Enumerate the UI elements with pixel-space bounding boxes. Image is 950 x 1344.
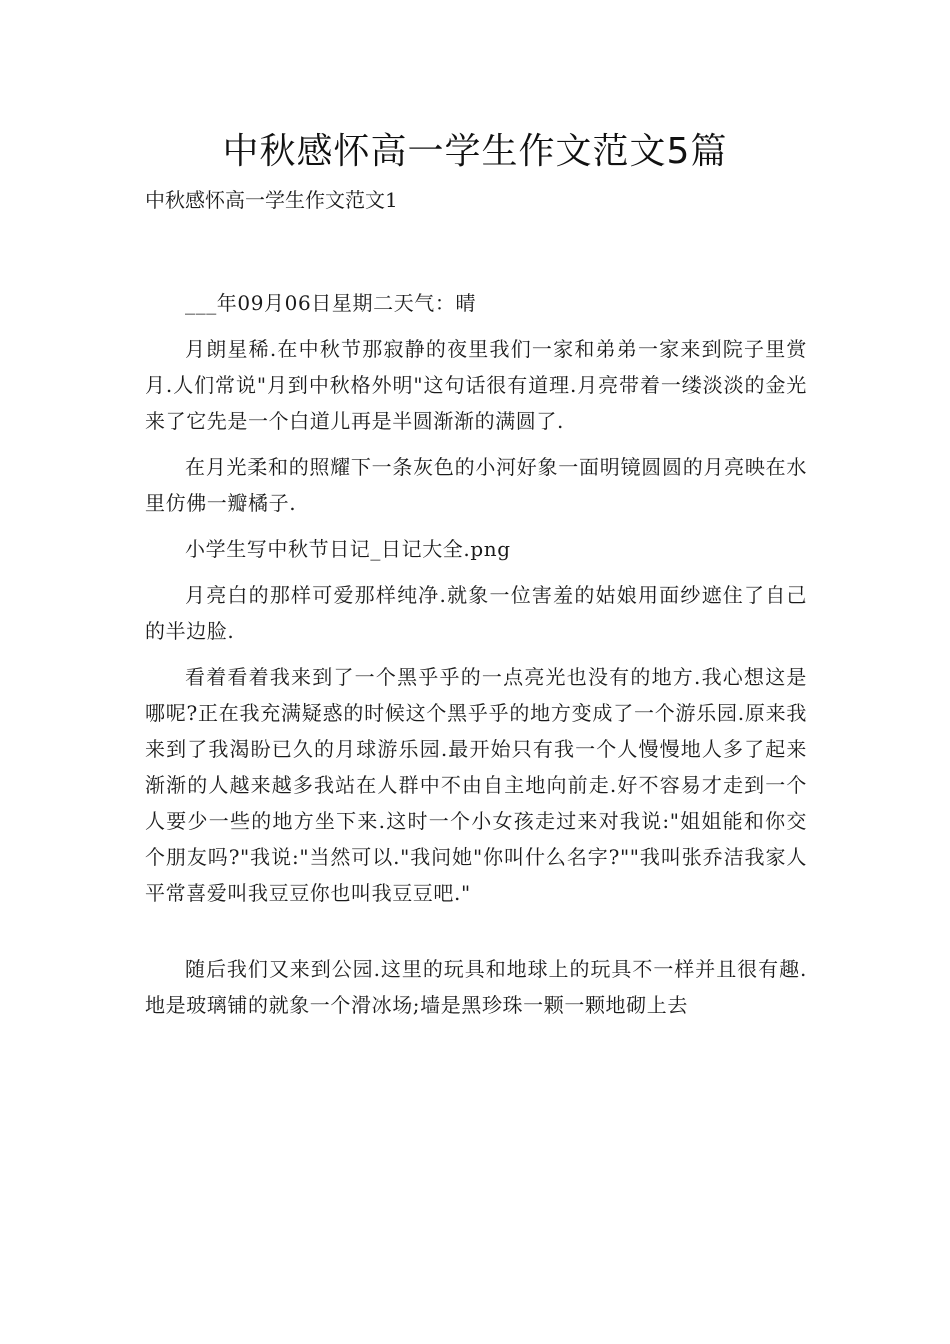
document-title: 中秋感怀高一学生作文范文5篇	[222, 131, 728, 172]
diary-date-line: ___年09月06日星期二天气：晴	[185, 291, 477, 315]
paragraph: 月亮白的那样可爱那样纯净.就象一位害羞的姑娘用面纱遮住了自己的半边脸.	[145, 583, 807, 643]
document-body	[145, 285, 807, 1033]
paragraph: 在月光柔和的照耀下一条灰色的小河好象一面明镜圆圆的月亮映在水里仿佛一瓣橘子.	[145, 455, 807, 515]
image-caption: 小学生写中秋节日记_日记大全.png	[185, 537, 511, 561]
paragraph: 看着看着我来到了一个黑乎乎的一点亮光也没有的地方.我心想这是哪呢?正在我充满疑惑的时候这个黑乎乎的地方变成了一个游乐园.原来我来到了我渴盼已久的月球游乐园.最开始只有我一个人慢慢地人多了起来渐渐的人越来越多我站在人群中不由自主地向前走.好不容易才走到一个人要少一些的地方坐下来.这时一个小女孩走过来对我说:"姐姐能和你交个朋友吗?"我说:"当然可以."我问她"你叫什么名字?""我叫张乔洁我家人平常喜爱叫我豆豆你也叫我豆豆吧."	[145, 665, 807, 905]
paragraph: 随后我们又来到公园.这里的玩具和地球上的玩具不一样并且很有趣.地是玻璃铺的就象一个滑冰场;墙是黑珍珠一颗一颗地砌上去	[145, 957, 807, 1017]
paragraph: 月朗星稀.在中秋节那寂静的夜里我们一家和弟弟一家来到院子里赏月.人们常说"月到中秋格外明"这句话很有道理.月亮带着一缕淡淡的金光来了它先是一个白道儿再是半圆渐渐的满圆了.	[145, 337, 807, 433]
document-subtitle: 中秋感怀高一学生作文范文1	[145, 188, 398, 212]
